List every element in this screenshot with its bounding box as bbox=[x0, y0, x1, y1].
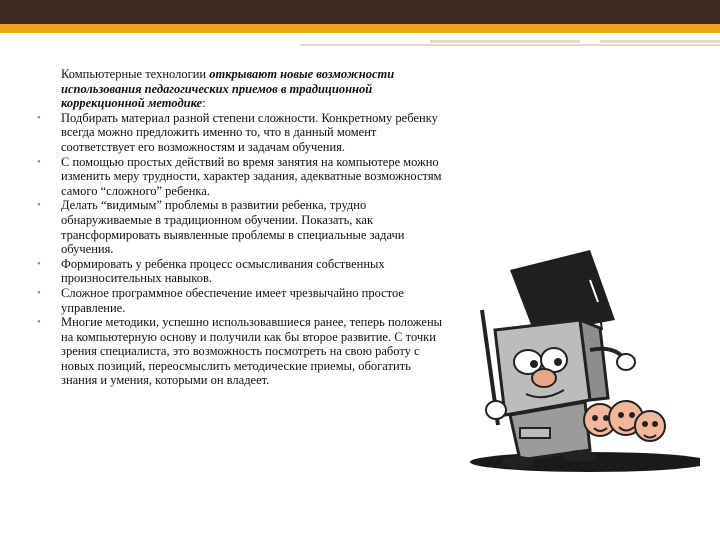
list-item bbox=[37, 257, 447, 286]
list-item-text: С помощью простых действий во время занятия на компьютере можно изменить меру трудности, характер задания, адекватные возможностям самого “сложного” ребенка. bbox=[61, 154, 442, 198]
decorative-line bbox=[600, 40, 720, 43]
list-item bbox=[37, 198, 447, 256]
decorative-line bbox=[300, 44, 720, 46]
bullet-marker: • bbox=[37, 286, 41, 299]
list-item-text: Подбирать материал разной степени сложности. Конкретному ребенку всегда можно предложить именно то, что в данный момент соответствует его возможностям и задачам обучения. bbox=[61, 110, 438, 154]
slide-text bbox=[37, 67, 447, 388]
list-item-text: Многие методики, успешно использовавшиеся ранее, теперь положены на компьютерную основу и получили как бы второе развитие. С точки зрения специалиста, это возможность посмотреть на свою работу с новых позиций, переосмыслить методические приемы, обогатить знания и умения, которыми он владеет. bbox=[61, 315, 443, 388]
bullet-marker: • bbox=[37, 257, 41, 270]
computer-teacher-illustration bbox=[440, 250, 700, 490]
list-item bbox=[37, 111, 447, 155]
bullet-list bbox=[37, 111, 447, 388]
list-item bbox=[37, 155, 447, 199]
list-item-text: Сложное программное обеспечение имеет чрезвычайно простое управление. bbox=[61, 285, 404, 315]
list-item bbox=[37, 315, 447, 388]
intro-paragraph bbox=[37, 67, 447, 111]
intro-emphasis: открывают новые возможности использования педагогических приемов в традиционной коррекционной методике bbox=[61, 67, 395, 111]
list-item bbox=[37, 286, 447, 315]
intro-lead: Компьютерные технологии bbox=[61, 67, 210, 81]
bullet-marker: • bbox=[37, 316, 41, 329]
header-bar bbox=[0, 0, 720, 24]
bullet-marker: • bbox=[37, 155, 41, 168]
list-item-text: Делать “видимым” проблемы в развитии ребенка, трудно обнаруживаемые в традиционном обучении. Показать, как трансформировать выявленные проблемы в специальные задачи обучения. bbox=[61, 198, 405, 257]
intro-tail: : bbox=[202, 96, 206, 111]
decorative-line bbox=[430, 40, 580, 43]
bullet-marker: • bbox=[37, 199, 41, 212]
header-accent-stripe bbox=[0, 24, 720, 33]
bullet-marker: • bbox=[37, 111, 41, 124]
computer-teacher-icon bbox=[440, 250, 700, 490]
list-item-text: Формировать у ребенка процесс осмысливания собственных произносительных навыков. bbox=[61, 256, 385, 286]
